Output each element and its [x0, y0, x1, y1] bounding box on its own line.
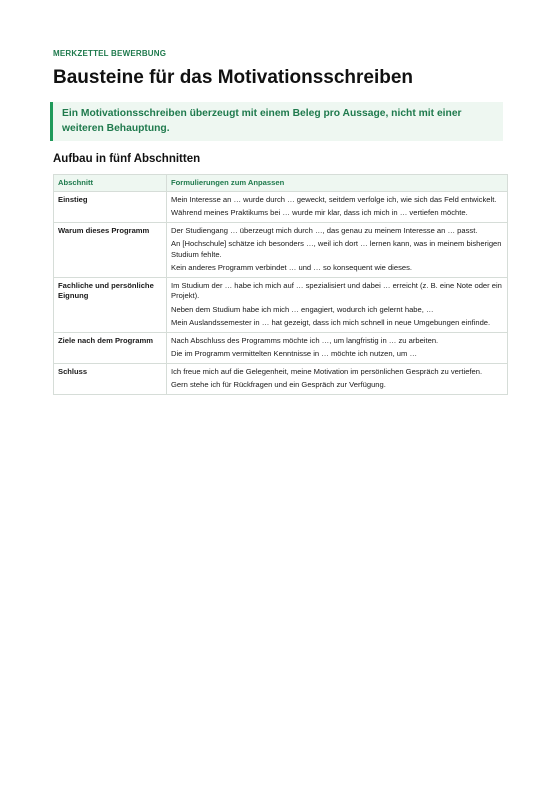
- phrase-text: Kein anderes Programm verbindet … und … so konsequent wie dieses.: [171, 263, 413, 272]
- phrase-text: Während meines Praktikums bei … wurde mir klar, dass ich mich in … vertiefen möchte.: [171, 208, 468, 217]
- phrases-cell: [167, 191, 508, 222]
- phrase-text: Nach Abschluss des Programms möchte ich …, um langfristig in … zu arbeiten.: [171, 335, 439, 345]
- section-name-cell: Schluss: [54, 363, 167, 394]
- table-row: [54, 191, 508, 222]
- table-row: [54, 332, 508, 363]
- section-name-cell: Fachliche und persönliche Eignung: [54, 277, 167, 332]
- phrase-text: Die im Programm vermittelten Kenntnisse in … möchte ich nutzen, um …: [171, 349, 418, 358]
- table-row: [54, 277, 508, 332]
- page-title: Bausteine für das Motivationsschreiben: [53, 67, 414, 88]
- table-row: [54, 222, 508, 277]
- section-heading: Aufbau in fünf Abschnitten: [53, 153, 201, 165]
- section-name-cell: Einstieg: [54, 191, 167, 222]
- table-row: [54, 363, 508, 394]
- phrases-cell: [167, 332, 508, 363]
- phrase-text: Im Studium der … habe ich mich auf … spezialisiert und dabei … erreicht (z. B. eine Note oder ein Projekt).: [171, 280, 502, 300]
- phrase-text: Mein Auslandssemester in … hat gezeigt, dass ich mich schnell in neue Umgebungen einfinde.: [171, 318, 491, 327]
- phrase-text: Mein Interesse an … wurde durch … geweckt, seitdem verfolge ich, wie sich das Feld entwickelt.: [171, 194, 497, 204]
- structure-table: [53, 174, 508, 395]
- section-name-cell: Ziele nach dem Programm: [54, 332, 167, 363]
- phrases-cell: [167, 277, 508, 332]
- phrase-text: Ich freue mich auf die Gelegenheit, meine Motivation im persönlichen Gespräch zu vertiefen.: [171, 366, 483, 376]
- column-header-phrases: Formulierungen zum Anpassen: [167, 175, 508, 192]
- phrase-text: Gern stehe ich für Rückfragen und ein Gespräch zur Verfügung.: [171, 380, 386, 389]
- key-message-callout: Ein Motivationsschreiben überzeugt mit einem Beleg pro Aussage, nicht mit einer weiteren Behauptung.: [50, 102, 503, 141]
- document-kicker: MERKZETTEL BEWERBUNG: [53, 49, 167, 58]
- table-header-row: [54, 175, 508, 192]
- section-name-cell: Warum dieses Programm: [54, 222, 167, 277]
- phrases-cell: [167, 363, 508, 394]
- phrase-text: An [Hochschule] schätze ich besonders …, weil ich dort … lernen kann, was in meinem bisherigen Studium fehlte.: [171, 239, 502, 259]
- phrases-cell: [167, 222, 508, 277]
- phrase-text: Neben dem Studium habe ich mich … engagiert, wodurch ich gelernt habe, …: [171, 304, 434, 314]
- phrase-text: Der Studiengang … überzeugt mich durch …, das genau zu meinem Interesse an … passt.: [171, 225, 478, 235]
- column-header-section: Abschnitt: [54, 175, 167, 192]
